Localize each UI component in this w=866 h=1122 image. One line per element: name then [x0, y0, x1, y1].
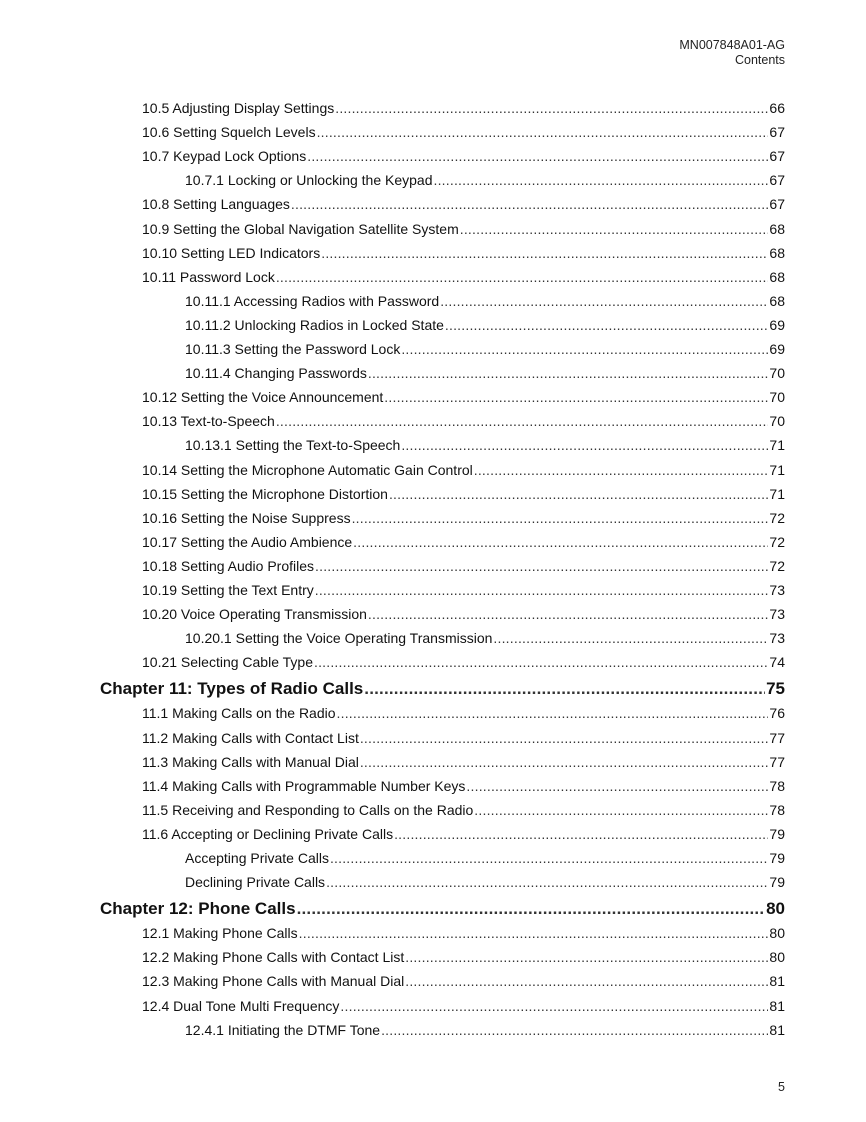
toc-entry-title: 12.4 Dual Tone Multi Frequency [142, 997, 340, 1014]
toc-entry[interactable] [142, 267, 785, 287]
toc-page-number: 74 [769, 654, 785, 671]
toc-dot-leader [405, 971, 768, 991]
toc-entry-title: 10.20.1 Setting the Voice Operating Transmission [185, 630, 493, 647]
toc-entry-title: 11.4 Making Calls with Programmable Number Keys [142, 777, 466, 794]
toc-entry[interactable] [142, 98, 785, 118]
document-id: MN007848A01-AG [679, 38, 785, 52]
toc-dot-leader [445, 315, 769, 335]
toc-entry[interactable] [185, 1020, 785, 1040]
toc-entry-title: 11.3 Making Calls with Manual Dial [142, 753, 359, 770]
toc-entry-title: 10.15 Setting the Microphone Distortion [142, 485, 388, 502]
toc-entry[interactable] [185, 848, 785, 868]
toc-entry-title: 11.1 Making Calls on the Radio [142, 705, 336, 722]
toc-page-number: 71 [769, 461, 785, 478]
toc-entry-title: 10.13.1 Setting the Text-to-Speech [185, 437, 401, 454]
toc-dot-leader [299, 923, 769, 943]
toc-page-number: 67 [769, 172, 785, 189]
toc-entry[interactable] [185, 291, 785, 311]
toc-dot-leader [315, 556, 768, 576]
toc-entry-title: 10.10 Setting LED Indicators [142, 244, 321, 261]
toc-entry[interactable] [142, 532, 785, 552]
toc-page-number: 73 [769, 582, 785, 598]
toc-page-number: 71 [769, 437, 785, 454]
toc-entry-title: 10.7 Keypad Lock Options [142, 148, 307, 165]
toc-entry[interactable] [142, 243, 785, 263]
toc-entry[interactable] [185, 170, 785, 190]
toc-dot-leader [493, 628, 768, 648]
toc-page-number: 80 [766, 899, 785, 919]
toc-dot-leader [460, 219, 769, 239]
toc-dot-leader [434, 170, 769, 190]
toc-page-number: 72 [769, 509, 785, 526]
toc-page-number: 68 [769, 244, 785, 261]
section-name: Contents [734, 53, 785, 67]
toc-dot-leader [314, 652, 768, 672]
toc-entry-title: Declining Private Calls [185, 874, 326, 891]
toc-entry[interactable] [142, 971, 785, 991]
toc-page-number: 81 [769, 997, 785, 1014]
toc-entry[interactable] [142, 508, 785, 528]
toc-dot-leader [401, 339, 768, 359]
toc-dot-leader [340, 996, 768, 1016]
toc-dot-leader [276, 267, 769, 287]
toc-page-number: 75 [766, 679, 785, 699]
toc-entry[interactable] [142, 556, 785, 576]
toc-dot-leader [335, 98, 768, 118]
toc-page-number: 71 [769, 485, 785, 502]
toc-entry[interactable] [142, 219, 785, 239]
toc-entry-title: 12.4.1 Initiating the DTMF Tone [185, 1021, 381, 1038]
toc-entry[interactable] [142, 194, 785, 214]
toc-entry[interactable] [142, 387, 785, 407]
toc-entry-title: 10.9 Setting the Global Navigation Satellite System [142, 220, 459, 237]
toc-entry[interactable] [142, 652, 785, 672]
toc-page-number: 67 [769, 196, 785, 213]
toc-page-number: 72 [769, 557, 785, 574]
toc-entry[interactable] [142, 947, 785, 967]
toc-entry-title: 10.11.1 Accessing Radios with Password [185, 292, 440, 309]
toc-dot-leader [368, 604, 769, 624]
toc-page-number: 67 [769, 148, 785, 165]
toc-entry-title: 10.11.3 Setting the Password Lock [185, 341, 401, 357]
toc-page-number: 77 [769, 753, 785, 770]
toc-page-number: 79 [769, 874, 785, 891]
toc-entry-title: 10.8 Setting Languages [142, 196, 290, 213]
toc-entry-title: 11.6 Accepting or Declining Private Calls [142, 825, 394, 842]
toc-dot-leader [384, 387, 768, 407]
toc-page-number: 81 [769, 1021, 785, 1038]
toc-entry-title: Accepting Private Calls [185, 850, 329, 866]
toc-page-number: 69 [769, 341, 785, 357]
toc-page-number: 69 [769, 316, 785, 333]
toc-dot-leader [276, 411, 769, 431]
toc-dot-leader [474, 800, 768, 820]
toc-page-number: 80 [769, 925, 785, 942]
toc-page-number: 66 [769, 100, 785, 116]
toc-page-number: 78 [769, 777, 785, 794]
toc-dot-leader [360, 752, 769, 772]
toc-dot-leader [337, 703, 769, 723]
toc-entry[interactable] [142, 484, 785, 504]
toc-page-number: 78 [769, 801, 785, 818]
toc-dot-leader [440, 291, 768, 311]
toc-entry-title: 10.11.2 Unlocking Radios in Locked State [185, 316, 444, 333]
toc-entry-title: 12.1 Making Phone Calls [142, 925, 298, 942]
toc-page-number: 70 [769, 389, 785, 406]
toc-entry[interactable] [185, 435, 785, 455]
toc-page-number: 67 [769, 124, 785, 141]
toc-dot-leader [297, 897, 766, 921]
toc-page-number: 72 [769, 533, 785, 550]
toc-entry[interactable] [185, 872, 785, 892]
toc-dot-leader [394, 824, 768, 844]
toc-dot-leader [405, 947, 768, 967]
toc-entry-title: 10.18 Setting Audio Profiles [142, 557, 315, 574]
toc-entry-title: Chapter 12: Phone Calls [100, 899, 296, 919]
toc-page-number: 68 [769, 292, 785, 309]
toc-page-number: 70 [769, 413, 785, 430]
toc-entry-title: 10.11.4 Changing Passwords [185, 365, 367, 382]
toc-dot-leader [321, 243, 768, 263]
toc-entry-title: 10.16 Setting the Noise Suppress [142, 509, 351, 526]
toc-entry[interactable] [142, 703, 785, 723]
toc-entry-title: 12.3 Making Phone Calls with Manual Dial [142, 973, 405, 990]
toc-dot-leader [474, 460, 769, 480]
toc-entry[interactable] [185, 339, 785, 359]
toc-entry-title: Chapter 11: Types of Radio Calls [100, 679, 364, 699]
toc-dot-leader [352, 508, 769, 528]
toc-dot-leader [326, 872, 768, 892]
toc-dot-leader [291, 194, 769, 214]
toc-page-number: 68 [769, 268, 785, 285]
toc-entry[interactable] [142, 728, 785, 748]
toc-page-number: 79 [769, 850, 785, 866]
toc-entry-title: 10.5 Adjusting Display Settings [142, 100, 335, 116]
toc-page-number: 81 [769, 973, 785, 990]
toc-entry-title: 10.20 Voice Operating Transmission [142, 606, 367, 623]
toc-page-number: 80 [769, 949, 785, 966]
toc-entry-title: 10.6 Setting Squelch Levels [142, 124, 316, 141]
toc-entry-title: 11.2 Making Calls with Contact List [142, 729, 359, 746]
toc-entry[interactable] [185, 628, 785, 648]
toc-entry[interactable] [142, 411, 785, 431]
toc-chapter-entry[interactable] [100, 677, 785, 701]
toc-chapter-entry[interactable] [100, 897, 785, 921]
toc-entry[interactable] [142, 122, 785, 142]
toc-dot-leader [401, 435, 768, 455]
toc-entry-title: 12.2 Making Phone Calls with Contact List [142, 949, 405, 966]
toc-page-number: 73 [769, 606, 785, 623]
toc-page-number: 68 [769, 220, 785, 237]
toc-entry-title: 10.21 Selecting Cable Type [142, 654, 313, 671]
toc-entry-title: 10.12 Setting the Voice Announcement [142, 389, 384, 406]
toc-entry-title: 10.7.1 Locking or Unlocking the Keypad [185, 172, 433, 189]
toc-entry-title: 10.11 Password Lock [142, 268, 275, 285]
toc-entry[interactable] [142, 824, 785, 844]
toc-entry[interactable] [185, 315, 785, 335]
toc-page-number: 73 [769, 630, 785, 647]
toc-entry[interactable] [142, 923, 785, 943]
toc-dot-leader [317, 122, 769, 142]
toc-dot-leader [330, 848, 768, 868]
toc-page-number: 76 [769, 705, 785, 722]
toc-entry-title: 10.17 Setting the Audio Ambience [142, 533, 353, 550]
toc-entry[interactable] [142, 580, 785, 600]
toc-dot-leader [315, 580, 769, 600]
toc-page-number: 79 [769, 825, 785, 842]
toc-dot-leader [360, 728, 769, 748]
toc-entry[interactable] [142, 752, 785, 772]
toc-page-number: 70 [769, 365, 785, 382]
toc-dot-leader [307, 146, 768, 166]
toc-dot-leader [466, 776, 768, 796]
toc-entry[interactable] [142, 996, 785, 1016]
toc-dot-leader [381, 1020, 768, 1040]
toc-dot-leader [368, 363, 769, 383]
toc-entry-title: 10.19 Setting the Text Entry [142, 582, 314, 598]
toc-entry-title: 11.5 Receiving and Responding to Calls on the Radio [142, 801, 474, 818]
page-header [679, 38, 785, 68]
toc-entry[interactable] [185, 363, 785, 383]
toc-entry[interactable] [142, 800, 785, 820]
toc-entry-title: 10.13 Text-to-Speech [142, 413, 275, 430]
toc-page-number: 77 [769, 729, 785, 746]
toc-entry[interactable] [142, 776, 785, 796]
page-number: 5 [778, 1080, 785, 1094]
toc-dot-leader [389, 484, 768, 504]
toc-entry-title: 10.14 Setting the Microphone Automatic Gain Control [142, 461, 473, 478]
toc-entry[interactable] [142, 146, 785, 166]
toc-dot-leader [364, 677, 765, 701]
toc-dot-leader [353, 532, 768, 552]
toc-entry[interactable] [142, 604, 785, 624]
toc-entry[interactable] [142, 460, 785, 480]
